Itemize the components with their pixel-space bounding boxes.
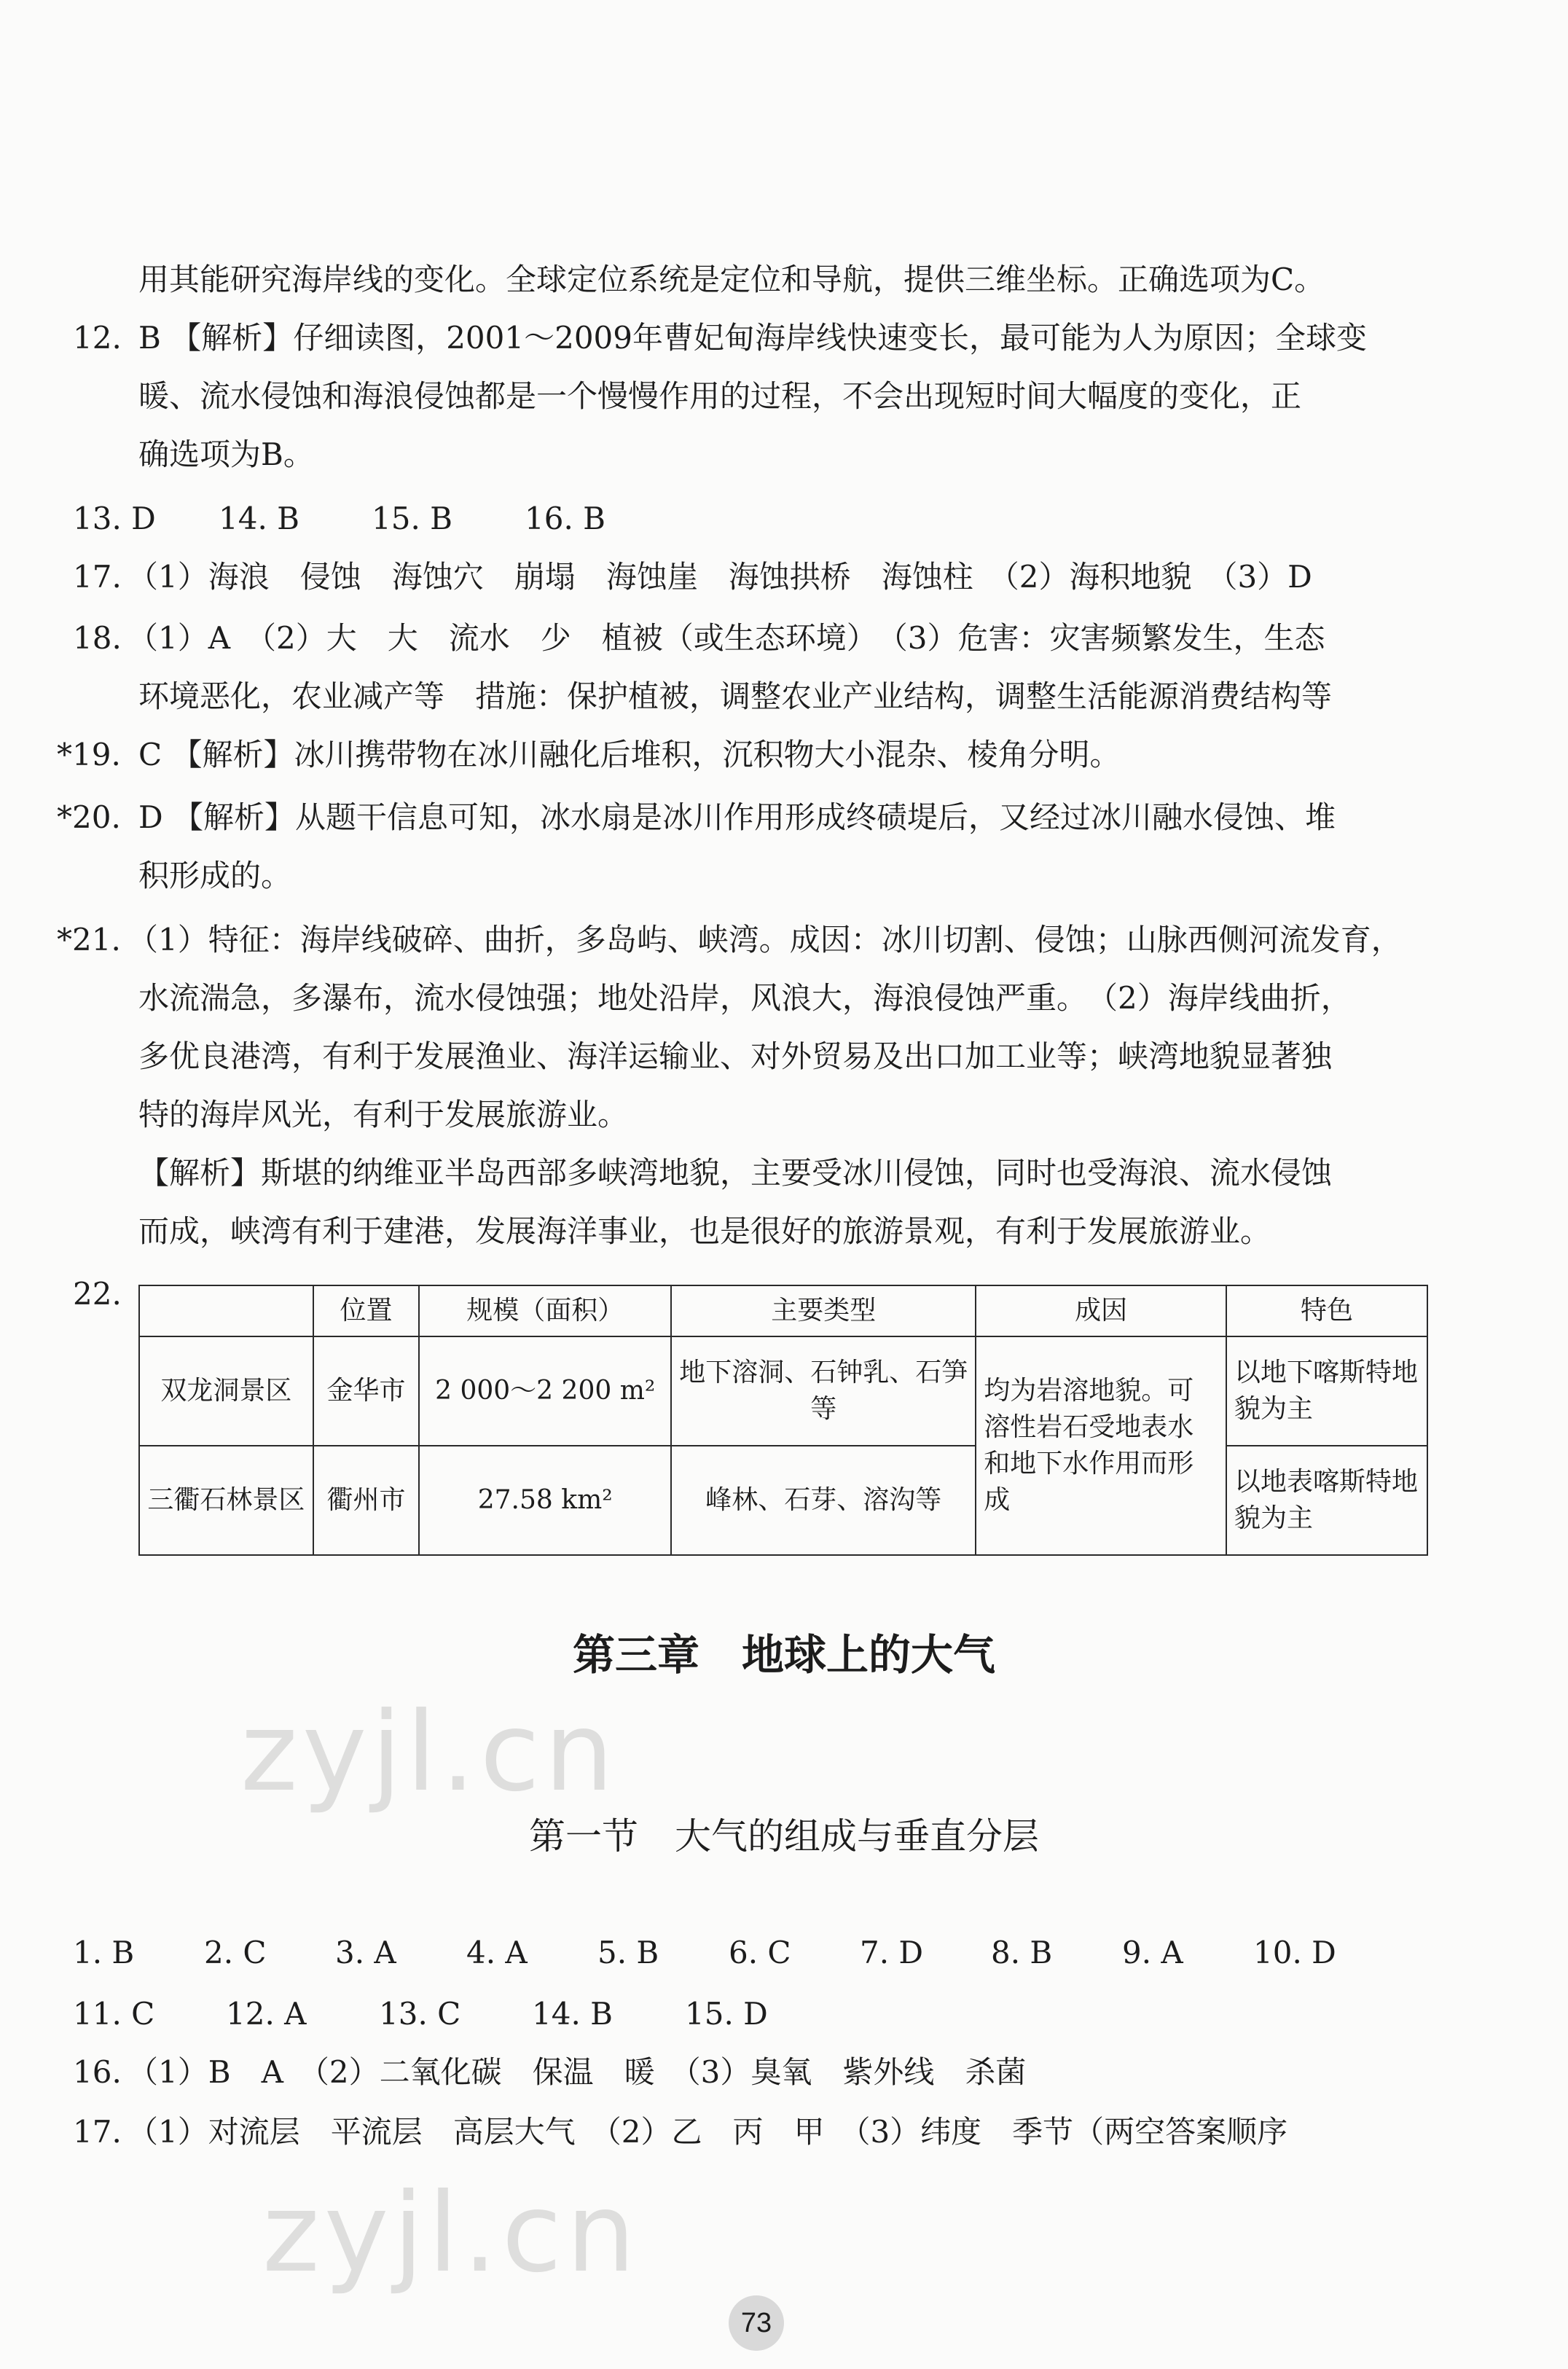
q20-number: *20. bbox=[57, 799, 121, 835]
answer-13: 13. D bbox=[73, 501, 156, 536]
table-header-feature: 特色 bbox=[1226, 1285, 1427, 1336]
answer-item: 12. A bbox=[226, 1996, 307, 2032]
page-number: 73 bbox=[729, 2295, 784, 2351]
watermark: zyjl.cn bbox=[262, 2170, 640, 2297]
s16-text: （1）B A （2）二氧化碳 保温 暖 （3）臭氧 紫外线 杀菌 bbox=[128, 2054, 1027, 2090]
answers-11-15 bbox=[73, 1994, 768, 2035]
q20-line-1: D 【解析】从题干信息可知，冰水扇是冰川作用形成终碛堤后，又经过冰川融水侵蚀、堆 bbox=[138, 799, 1336, 835]
q21-line-3: 多优良港湾，有利于发展渔业、海洋运输业、对外贸易及出口加工业等；峡湾地貌显著独 bbox=[138, 1038, 1333, 1074]
q21-line-1: （1）特征：海岸线破碎、曲折，多岛屿、峡湾。成因：冰川切割、侵蚀；山脉西侧河流发育， bbox=[128, 922, 1402, 958]
answer-item: 10. D bbox=[1253, 1935, 1336, 1970]
answer-item: 2. C bbox=[204, 1935, 267, 1970]
q18-line-2: 环境恶化，农业减产等 措施：保护植被，调整农业产业结构，调整生活能源消费结构等 bbox=[138, 678, 1333, 714]
table-row bbox=[139, 1446, 1427, 1555]
q12-number: 12. bbox=[73, 320, 122, 356]
answer-item: 13. C bbox=[379, 1996, 461, 2032]
q17-number: 17. bbox=[73, 559, 122, 595]
q22-number: 22. bbox=[73, 1276, 122, 1312]
table-header-cause: 成因 bbox=[976, 1285, 1226, 1336]
q19-number: *19. bbox=[57, 737, 121, 772]
section-title: 第一节 大气的组成与垂直分层 bbox=[529, 1815, 1039, 1857]
watermark: zyjl.cn bbox=[240, 1689, 619, 1816]
continuation-line: 用其能研究海岸线的变化。全球定位系统是定位和导航，提供三维坐标。正确选项为C。 bbox=[138, 262, 1325, 297]
cell-cause: 均为岩溶地貌。可溶性岩石受地表水和地下水作用而形成 bbox=[976, 1336, 1226, 1555]
cell-name: 三衢石林景区 bbox=[139, 1446, 313, 1555]
table-row bbox=[139, 1336, 1427, 1446]
cell-name: 双龙洞景区 bbox=[139, 1336, 313, 1446]
cell-scale: 27.58 km² bbox=[419, 1446, 671, 1555]
answer-item: 14. B bbox=[532, 1996, 614, 2032]
answer-item: 6. C bbox=[729, 1935, 791, 1970]
table-header-scale: 规模（面积） bbox=[419, 1285, 671, 1336]
cell-scale: 2 000～2 200 m² bbox=[419, 1336, 671, 1446]
cell-location: 衢州市 bbox=[313, 1446, 420, 1555]
cell-feature: 以地下喀斯特地貌为主 bbox=[1226, 1336, 1427, 1446]
q19-text: C 【解析】冰川携带物在冰川融化后堆积，沉积物大小混杂、棱角分明。 bbox=[138, 737, 1121, 772]
answer-item: 4. A bbox=[466, 1935, 528, 1970]
answer-item: 5. B bbox=[597, 1935, 659, 1970]
q12-line-3: 确选项为B。 bbox=[138, 436, 314, 472]
s17-number: 17. bbox=[73, 2114, 122, 2150]
q18-line-1: （1）A （2）大 大 流水 少 植被（或生态环境） （3）危害：灾害频繁发生，生态 bbox=[128, 620, 1325, 656]
q12-line-2: 暖、流水侵蚀和海浪侵蚀都是一个慢慢作用的过程，不会出现短时间大幅度的变化，正 bbox=[138, 378, 1302, 414]
q17-text: （1）海浪 侵蚀 海蚀穴 崩塌 海蚀崖 海蚀拱桥 海蚀柱 （2）海积地貌 （3）D bbox=[128, 559, 1312, 595]
answer-item: 9. A bbox=[1122, 1935, 1183, 1970]
cell-feature: 以地表喀斯特地貌为主 bbox=[1226, 1446, 1427, 1555]
table-header-location: 位置 bbox=[313, 1285, 420, 1336]
answer-item: 7. D bbox=[860, 1935, 924, 1970]
karst-comparison-table bbox=[138, 1285, 1428, 1556]
answer-item: 1. B bbox=[73, 1935, 135, 1970]
table-header-types: 主要类型 bbox=[671, 1285, 976, 1336]
answer-item: 8. B bbox=[991, 1935, 1053, 1970]
q21-number: *21. bbox=[57, 922, 121, 958]
answers-1-10 bbox=[73, 1933, 1336, 1973]
chapter-title: 第三章 地球上的大气 bbox=[572, 1630, 995, 1680]
answer-14: 14. B bbox=[219, 501, 300, 536]
table-header-empty bbox=[139, 1285, 313, 1336]
q21-line-2: 水流湍急，多瀑布，流水侵蚀强；地处沿岸，风浪大，海浪侵蚀严重。 （2）海岸线曲折， bbox=[138, 980, 1352, 1016]
answer-item: 3. A bbox=[335, 1935, 396, 1970]
s17-text: （1）对流层 平流层 高层大气 （2）乙 丙 甲 （3）纬度 季节（两空答案顺序 bbox=[128, 2114, 1288, 2150]
s16-number: 16. bbox=[73, 2054, 122, 2090]
cell-location: 金华市 bbox=[313, 1336, 420, 1446]
answer-16: 16. B bbox=[525, 501, 606, 536]
q12-line-1: B 【解析】仔细读图，2001～2009年曹妃甸海岸线快速变长，最可能为人为原因；全球变 bbox=[138, 320, 1367, 356]
q21-line-5: 【解析】斯堪的纳维亚半岛西部多峡湾地貌，主要受冰川侵蚀，同时也受海浪、流水侵蚀 bbox=[138, 1155, 1333, 1191]
q21-line-6: 而成，峡湾有利于建港，发展海洋事业，也是很好的旅游景观，有利于发展旅游业。 bbox=[138, 1213, 1271, 1249]
answer-item: 15. D bbox=[685, 1996, 768, 2032]
q20-line-2: 积形成的。 bbox=[138, 858, 292, 893]
cell-types: 峰林、石芽、溶沟等 bbox=[671, 1446, 976, 1555]
answer-15: 15. B bbox=[372, 501, 453, 536]
answers-13-16 bbox=[73, 498, 605, 539]
answer-item: 11. C bbox=[73, 1996, 155, 2032]
cell-types: 地下溶洞、石钟乳、石笋等 bbox=[671, 1336, 976, 1446]
q21-line-4: 特的海岸风光，有利于发展旅游业。 bbox=[138, 1097, 629, 1132]
q18-number: 18. bbox=[73, 620, 122, 656]
